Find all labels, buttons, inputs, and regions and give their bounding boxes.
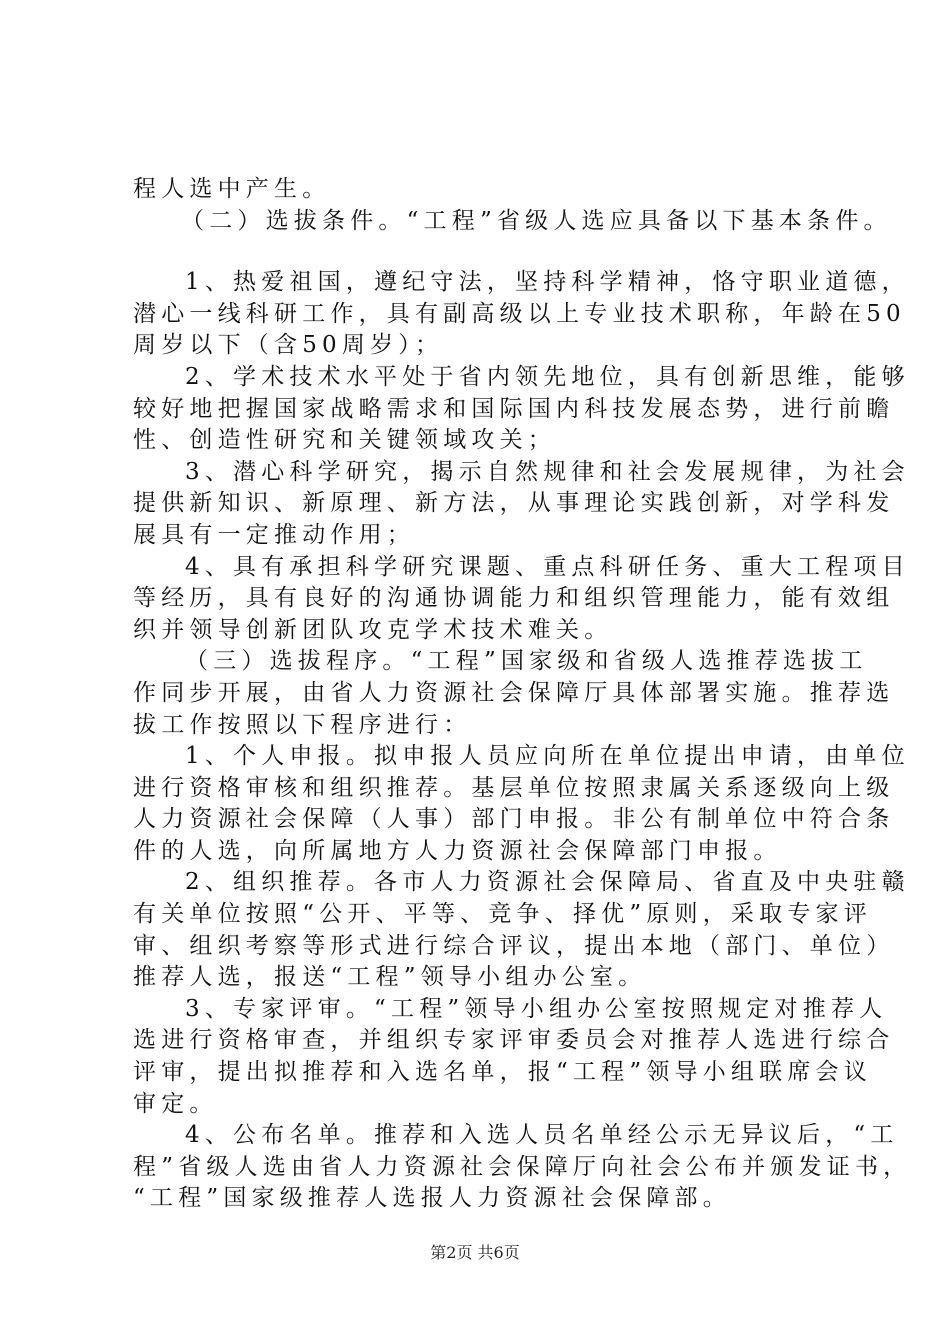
- text-line: 展具有一定推动作用；: [133, 521, 415, 548]
- text-line: “工程”国家级推荐人选报人力资源社会保障部。: [133, 1185, 731, 1212]
- text-line: 件的人选，向所属地方人力资源社会保障部门申报。: [133, 837, 782, 864]
- text-line: 4、公布名单。推荐和入选人员名单经公示无异议后，“工: [185, 1122, 899, 1149]
- text-line: 进行资格审核和组织推荐。基层单位按照隶属关系逐级向上级: [133, 774, 895, 801]
- text-line: 3、潜心科学研究，揭示自然规律和社会发展规律，为社会: [185, 458, 910, 485]
- section-heading-selection-criteria: （二）选拔条件。“工程”省级人选应具备以下基本条件。: [181, 207, 892, 234]
- text-line: 4、具有承担科学研究课题、重点科研任务、重大工程项目: [185, 553, 910, 580]
- text-line: 等经历，具有良好的沟通协调能力和组织管理能力，能有效组: [133, 585, 895, 612]
- text-line: 2、学术技术水平处于省内领先地位，具有创新思维，能够: [185, 363, 910, 390]
- text-line: 审、组织考察等形式进行综合评议，提出本地（部门、单位）: [133, 932, 895, 959]
- text-line: 拔工作按照以下程序进行：: [133, 711, 472, 738]
- section-heading-selection-procedure: （三）选拔程序。“工程”国家级和省级人选推荐选拔工: [185, 648, 868, 675]
- text-line: 1、热爱祖国，遵纪守法，坚持科学精神，恪守职业道德，: [185, 269, 910, 296]
- text-line: 周岁以下（含50周岁）；: [133, 332, 444, 359]
- text-line: 推荐人选，报送“工程”领导小组办公室。: [133, 964, 647, 991]
- text-line: 织并领导创新团队攻克学术技术难关。: [133, 616, 613, 643]
- text-line: 评审，提出拟推荐和入选名单，报“工程”领导小组联席会议: [133, 1059, 872, 1086]
- text-line: 较好地把握国家战略需求和国际国内科技发展态势，进行前瞻: [133, 395, 895, 422]
- text-line: 潜心一线科研工作，具有副高级以上专业技术职称，年龄在50: [133, 300, 906, 327]
- text-line: 程”省级人选由省人力资源社会保障厅向社会公布并颁发证书，: [133, 1153, 912, 1180]
- text-line: 1、个人申报。拟申报人员应向所在单位提出申请，由单位: [185, 743, 910, 770]
- text-line: 2、组织推荐。各市人力资源社会保障局、省直及中央驻赣: [185, 869, 910, 896]
- text-line: 审定。: [133, 1090, 218, 1117]
- text-line: 人力资源社会保障（人事）部门申报。非公有制单位中符合条: [133, 806, 895, 833]
- text-line: 提供新知识、新原理、新方法，从事理论实践创新，对学科发: [133, 490, 895, 517]
- paragraph-gap: [133, 237, 833, 267]
- text-line: 有关单位按照“公开、平等、竞争、择优”原则，采取专家评: [133, 901, 872, 928]
- document-body: [133, 174, 912, 1215]
- text-line: 性、创造性研究和关键领域攻关；: [133, 427, 556, 454]
- text-line: 作同步开展，由省人力资源社会保障厅具体部署实施。推荐选: [133, 679, 895, 706]
- text-line: 3、专家评审。“工程”领导小组办公室按照规定对推荐人: [185, 995, 888, 1022]
- text-line: 选进行资格审查，并组织专家评审委员会对推荐人选进行综合: [133, 1027, 895, 1054]
- page-footer: 第2页 共6页: [430, 1243, 520, 1262]
- text-line: 程人选中产生。: [133, 176, 331, 202]
